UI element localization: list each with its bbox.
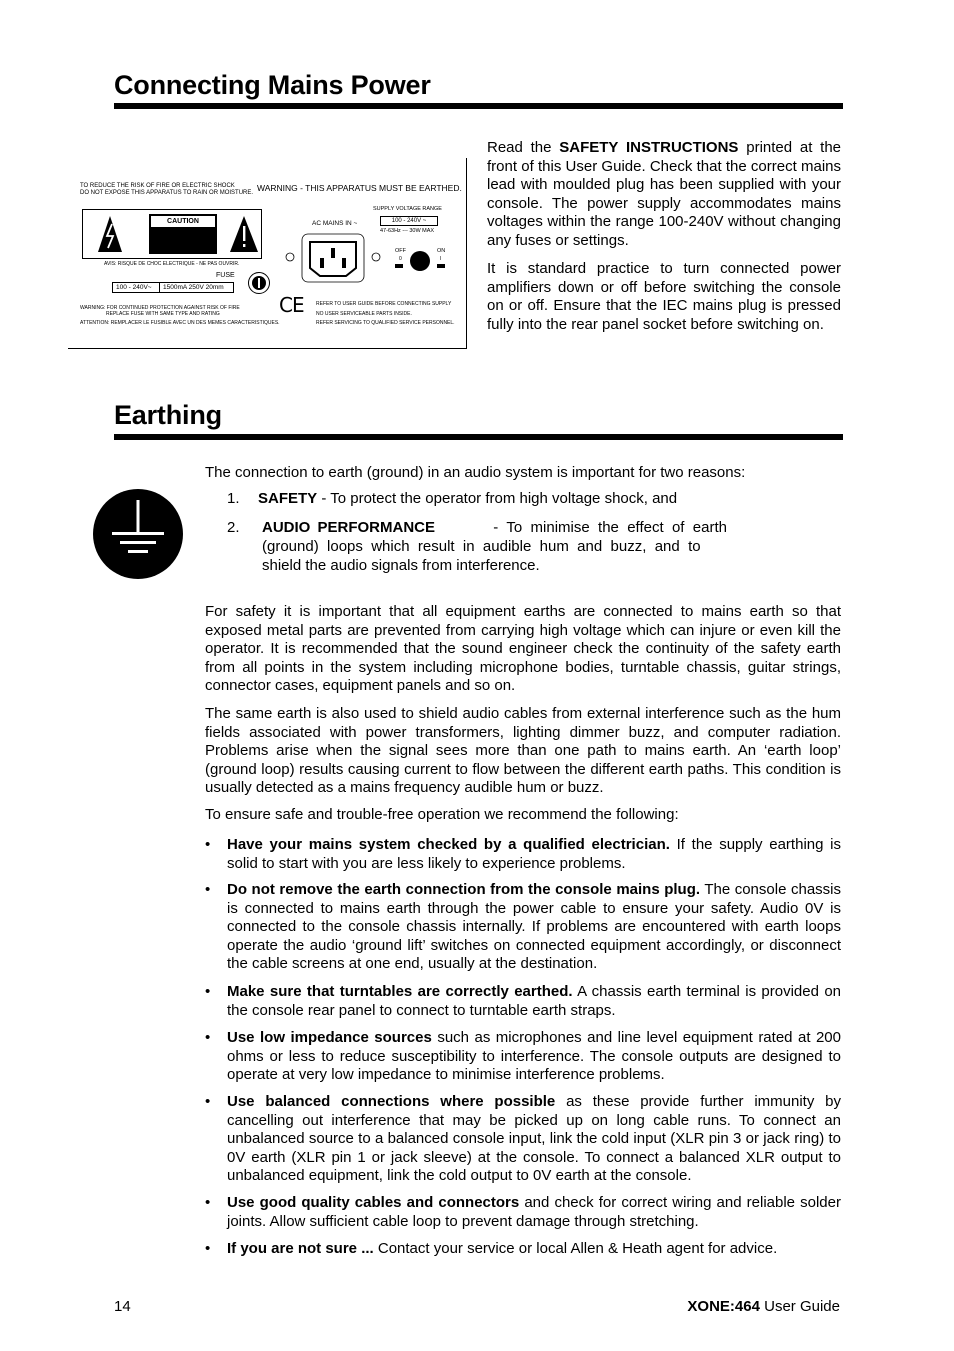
bullet-item-3	[227, 983, 841, 1020]
fuse-rating: 1500mA 250V 20mm	[163, 284, 224, 291]
bullet-item-4	[227, 1029, 841, 1085]
panel-freq: 47-63Hz --- 30W MAX	[380, 228, 435, 234]
bullet-item-1	[227, 836, 841, 873]
reason-2-text-2: (ground) loops which result in audible hum and buzz, and to	[262, 538, 701, 556]
lightning-warning-icon	[97, 214, 123, 254]
earthing-recommend-paragraph: To ensure safe and trouble-free operation we recommend the following:	[205, 806, 679, 823]
mains-paragraph-2: It is standard practice to turn connected power amplifiers down or off before switching the console on or off. Ensure that the IEC mains plug is pressed fully into the rear panel socket before switching on.	[487, 260, 841, 333]
section-title-earthing: Earthing	[114, 400, 222, 430]
bullet-7-bold: If you are not sure ...	[227, 1240, 374, 1257]
reason-1-text: - To protect the operator from high voltage shock, and	[317, 490, 678, 507]
mains-p1-pre: Read the	[487, 139, 560, 156]
bullet-3-bold: Make sure that turntables are correctly earthed.	[227, 983, 573, 1000]
bullet-5-bold: Use balanced connections where possible	[227, 1093, 556, 1110]
section-rule	[114, 103, 843, 109]
reason-2-number: 2.	[227, 519, 240, 536]
panel-refer-line1: REFER TO USER GUIDE BEFORE CONNECTING SUPPLY	[316, 301, 452, 307]
fuse-divider	[159, 283, 160, 292]
footer-title	[687, 1298, 840, 1315]
fuse-rating-box	[112, 282, 234, 293]
switch-on-label: ON	[437, 248, 446, 254]
bullet-2-text: The console chassis is connected to mains earth through the power cable to ensure your safety. Audio 0V is connected to the console chassis internally. If problems are encountered with earth loops operate the audio ‘ground lift’ switches on connected equipment accordingly, or disconnect the cable screens at one end, usually at the destination.	[227, 881, 841, 973]
ce-mark: CE	[279, 293, 304, 317]
safety-instructions-bold: SAFETY INSTRUCTIONS	[559, 139, 739, 156]
earthing-shield-paragraph: The same earth is also used to shield audio cables from external interference such as the hum fields associated with power transformers, lighting dimmer buzz, and computer radiation. Problems arise when the signal sees more than one path to mains earth. An ‘earth loop’ (ground loop) results causing current to flow between the different earth paths. This condition is usually detected as a mains frequency audible hum or buzz.	[205, 705, 841, 797]
footer-product: XONE:464	[687, 1298, 760, 1315]
bullet-1-bold: Have your mains system checked by a qualified electrician.	[227, 836, 670, 853]
bullet-dot: •	[205, 1093, 211, 1110]
bullet-5-text: as these provide further immunity by cancelling out interference that may be picked up on long cable runs. To connect an unbalanced source to a balanced console input, link the cold input (XLR pin 3 or jack ring) to 0V earth (XLR pin 1 or jack sleeve) at the console. To connect a balanced XLR output to unbalanced equipment, link the cold output to 0V earth at the console.	[227, 1093, 841, 1185]
section-title-mains: Connecting Mains Power	[114, 70, 431, 100]
panel-earth-warning: WARNING - THIS APPARATUS MUST BE EARTHED.	[257, 183, 462, 193]
bullet-dot: •	[205, 1194, 211, 1211]
bullet-dot: •	[205, 1240, 211, 1257]
bullet-item-2	[227, 881, 841, 974]
earthing-intro: The connection to earth (ground) in an audio system is important for two reasons:	[205, 464, 746, 481]
earth-symbol-icon	[92, 488, 184, 580]
panel-avis: AVIS: RISQUE DE CHOC ELECTRIQUE - NE PAS OUVRIR.	[104, 261, 240, 267]
switch-off-label: OFF	[395, 248, 406, 254]
supply-voltage-box: 100 - 240V ~	[380, 216, 438, 226]
bullet-4-bold: Use low impedance sources	[227, 1029, 432, 1046]
reason-2-line1	[262, 518, 727, 537]
fuse-holder-slot	[258, 278, 260, 288]
bullet-dot: •	[205, 1029, 211, 1046]
panel-risk-line2: DO NOT EXPOSE THIS APPARATUS TO RAIN OR MOISTURE.	[80, 190, 254, 196]
page-number: 14	[114, 1298, 131, 1315]
reason-1	[258, 489, 677, 508]
bullet-7-text: Contact your service or local Allen & Heath agent for advice.	[373, 1240, 778, 1257]
fuse-holder-icon	[248, 272, 270, 294]
bullet-dot: •	[205, 881, 211, 898]
bullet-dot: •	[205, 836, 211, 853]
panel-ac-mains: AC MAINS IN ~	[312, 220, 358, 227]
caution-label: CAUTION	[151, 216, 215, 227]
bullet-item-5	[227, 1093, 841, 1186]
bullet-2-bold: Do not remove the earth connection from the console mains plug.	[227, 881, 701, 898]
earthing-safety-paragraph: For safety it is important that all equipment earths are connected to mains earth so that exposed metal parts are prevented from carrying high voltage which can injure or even kill the operator. It is recommended that the sound engineer check the continuity of the safety earth from all points in the system including microphone bodies, turntable chassis, guitar strings, connector cases, equipment panels and so on.	[205, 603, 841, 695]
power-switch-icon	[393, 250, 447, 272]
panel-refer-line3: REFER SERVICING TO QUALIFIED SERVICE PERSONNEL.	[316, 320, 455, 326]
reason-1-bold: SAFETY	[258, 490, 318, 507]
panel-warn-line1: WARNING: FOR CONTINUED PROTECTION AGAINST RISK OF FIRE	[80, 305, 240, 311]
panel-refer-line2: NO USER SERVICEABLE PARTS INSIDE.	[316, 311, 412, 317]
switch-on-mark: I	[440, 256, 442, 262]
bullet-item-7	[227, 1240, 841, 1259]
reason-2-text-1: - To minimise the effect of earth	[493, 519, 727, 536]
fuse-holder-inner	[252, 276, 266, 290]
bullet-6-text: and check for correct wiring and reliable solder joints. Allow sufficient cable loop to prevent damage through stretching.	[227, 1194, 841, 1230]
mains-p1-post: printed at the front of this User Guide. Check that the correct mains lead with moulded plug has been supplied with your console. The power supply accommodates mains voltages within the range 100-240V without changing any fuses or settings.	[487, 139, 842, 249]
bullet-4-text: such as microphones and line level equipment rated at 200 ohms or less to reduce susceptibility to interference. The console outputs are designed to operate at very low impedance to minimise interference problems.	[227, 1029, 841, 1084]
reason-2-text-3: shield the audio signals from interference.	[262, 557, 540, 575]
rear-panel-diagram	[68, 158, 467, 349]
caution-box	[82, 209, 262, 259]
caution-label-box	[149, 214, 217, 254]
bullet-item-6	[227, 1194, 841, 1231]
footer-guide: User Guide	[759, 1298, 840, 1315]
exclamation-warning-icon	[229, 214, 259, 254]
fuse-voltage: 100 - 240V~	[116, 284, 152, 291]
panel-risk-line1: TO REDUCE THE RISK OF FIRE OR ELECTRIC SHOCK	[80, 183, 235, 189]
iec-socket-icon	[283, 226, 383, 288]
bullet-1-text: If the supply earthing is solid to start with you are less likely to experience problems.	[227, 836, 841, 872]
panel-warn-line2: REPLACE FUSE WITH SAME TYPE AND RATING	[106, 311, 220, 317]
bullet-6-bold: Use good quality cables and connectors	[227, 1194, 520, 1211]
section-rule	[114, 434, 843, 440]
panel-fuse-label: FUSE	[216, 272, 235, 279]
panel-supply-range: SUPPLY VOLTAGE RANGE	[373, 206, 442, 212]
mains-paragraph-1	[487, 139, 841, 251]
panel-warn-line3: ATTENTION: REMPLACER LE FUSIBLE AVEC UN DES MEMES CARACTERISTIQUES.	[80, 320, 280, 326]
reason-2	[262, 518, 727, 576]
reason-2-bold: AUDIO PERFORMANCE	[262, 519, 436, 536]
reason-1-number: 1.	[227, 490, 240, 507]
switch-off-mark: 0	[399, 256, 402, 262]
bullet-dot: •	[205, 983, 211, 1000]
bullet-3-text: A chassis earth terminal is provided on the console rear panel to connect to turntable earth straps.	[227, 983, 841, 1019]
